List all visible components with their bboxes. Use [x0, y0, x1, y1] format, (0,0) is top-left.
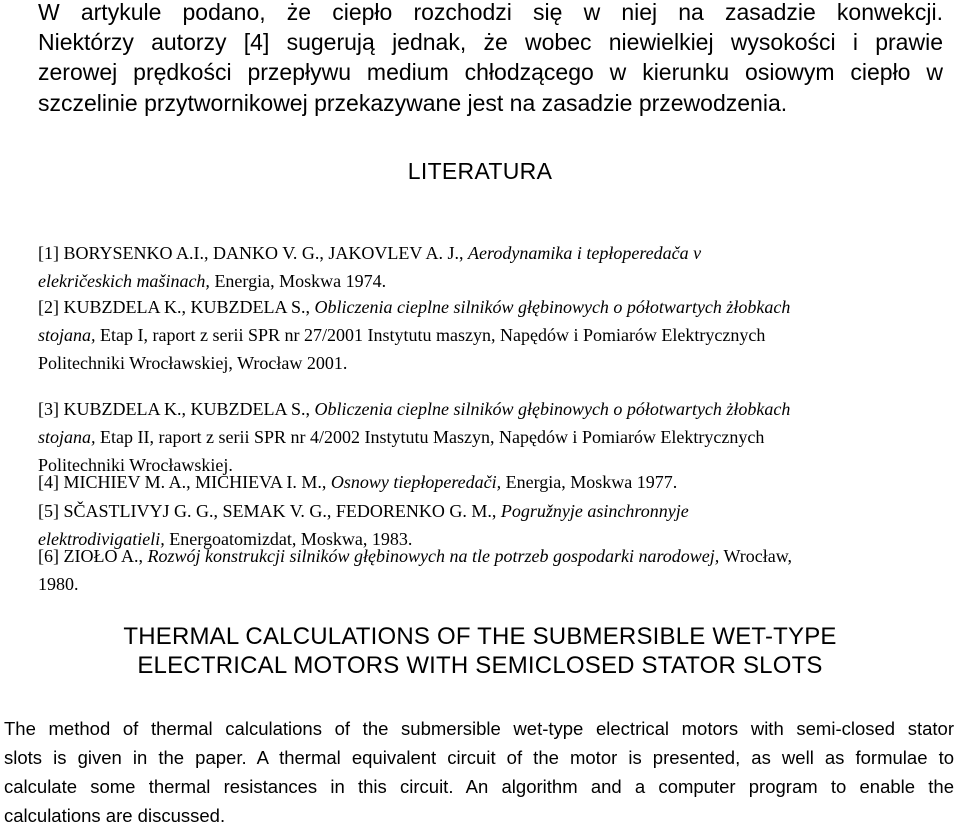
- reference-6: [38, 542, 943, 598]
- ref-1-id: [1]: [38, 243, 59, 263]
- abstract-line-2: slots is given in the paper. A thermal equivalent circuit of the motor is presented, as well as formulae to: [4, 747, 954, 768]
- ref-1-title: Aerodynamika i tepłoperedača v: [468, 243, 702, 263]
- ref-2-authors: KUBZDELA K., KUBZDELA S.,: [63, 297, 310, 317]
- abstract-line-3: calculate some thermal resistances in this circuit. An algorithm and a computer program to enable the: [4, 776, 954, 797]
- english-title-line-1: THERMAL CALCULATIONS OF THE SUBMERSIBLE WET-TYPE: [123, 623, 837, 650]
- ref-4-authors: MICHIEV M. A., MICHIEVA I. M.,: [63, 472, 327, 492]
- abstract-line-4: calculations are discussed.: [4, 805, 226, 826]
- literature-heading: LITERATURA: [407, 158, 553, 184]
- ref-3-details: Etap II, raport z serii SPR nr 4/2002 Instytutu Maszyn, Napędów i Pomiarów Elektrycznych: [100, 427, 765, 447]
- intro-paragraph: [38, 0, 943, 118]
- ref-2-title-cont: stojana,: [38, 325, 96, 345]
- abstract-paragraph: [4, 714, 954, 830]
- ref-6-place: Wrocław,: [723, 546, 793, 566]
- reference-1: [38, 239, 943, 295]
- intro-line-2: Niektórzy autorzy [4] sugerują jednak, że wobec niewielkiej wysokości i prawie: [38, 29, 943, 56]
- ref-2-details-cont: Politechniki Wrocławskiej, Wrocław 2001.: [38, 353, 348, 373]
- ref-4-publisher: Energia, Moskwa 1977.: [505, 472, 678, 492]
- ref-5-publisher: Energoatomizdat, Moskwa, 1983.: [169, 529, 413, 549]
- ref-5-id: [5]: [38, 501, 59, 521]
- ref-6-title: Rozwój konstrukcji silników głębinowych na tle potrzeb gospodarki narodowej,: [147, 546, 720, 566]
- ref-2-id: [2]: [38, 297, 59, 317]
- ref-6-year: 1980.: [38, 574, 79, 594]
- english-title-line-2: ELECTRICAL MOTORS WITH SEMICLOSED STATOR SLOTS: [137, 652, 823, 679]
- ref-2-title: Obliczenia cieplne silników głębinowych o półotwartych żłobkach: [314, 297, 791, 317]
- ref-1-authors: BORYSENKO A.I., DANKO V. G., JAKOVLEV A. J.,: [63, 243, 464, 263]
- ref-6-id: [6]: [38, 546, 59, 566]
- ref-4-title: Osnowy tiepłoperedači,: [330, 472, 502, 492]
- intro-line-4: szczelinie przytwornikowej przekazywane jest na zasadzie przewodzenia.: [38, 89, 788, 116]
- ref-6-authors: ZIOŁO A.,: [63, 546, 143, 566]
- reference-3: [38, 395, 943, 479]
- ref-3-details-cont: Politechniki Wrocławskiej.: [38, 455, 233, 475]
- abstract-line-1: The method of thermal calculations of the submersible wet-type electrical motors with semi-closed stator: [4, 718, 954, 739]
- reference-4: [38, 468, 943, 496]
- intro-line-3: zerowej prędkości przepływu medium chłodzącego w kierunku osiowym ciepło w: [38, 59, 943, 86]
- ref-4-id: [4]: [38, 472, 59, 492]
- ref-1-publisher: Energia, Moskwa 1974.: [214, 271, 387, 291]
- ref-3-title: Obliczenia cieplne silników głębinowych o półotwartych żłobkach: [314, 399, 791, 419]
- ref-3-authors: KUBZDELA K., KUBZDELA S.,: [63, 399, 310, 419]
- ref-2-details: Etap I, raport z serii SPR nr 27/2001 Instytutu maszyn, Napędów i Pomiarów Elektrycznych: [100, 325, 766, 345]
- intro-line-1: W artykule podano, że ciepło rozchodzi się w niej na zasadzie konwekcji.: [38, 0, 943, 25]
- reference-2: [38, 293, 943, 377]
- ref-5-title: Pogružnyje asinchronnyje: [500, 501, 689, 521]
- ref-1-title-cont: elekričeskich mašinach,: [38, 271, 210, 291]
- ref-3-id: [3]: [38, 399, 59, 419]
- ref-5-title-cont: elektrodivigatieli,: [38, 529, 165, 549]
- english-title: [0, 622, 960, 680]
- ref-3-title-cont: stojana,: [38, 427, 96, 447]
- ref-5-authors: SČASTLIVYJ G. G., SEMAK V. G., FEDORENKO G. M.,: [63, 501, 497, 521]
